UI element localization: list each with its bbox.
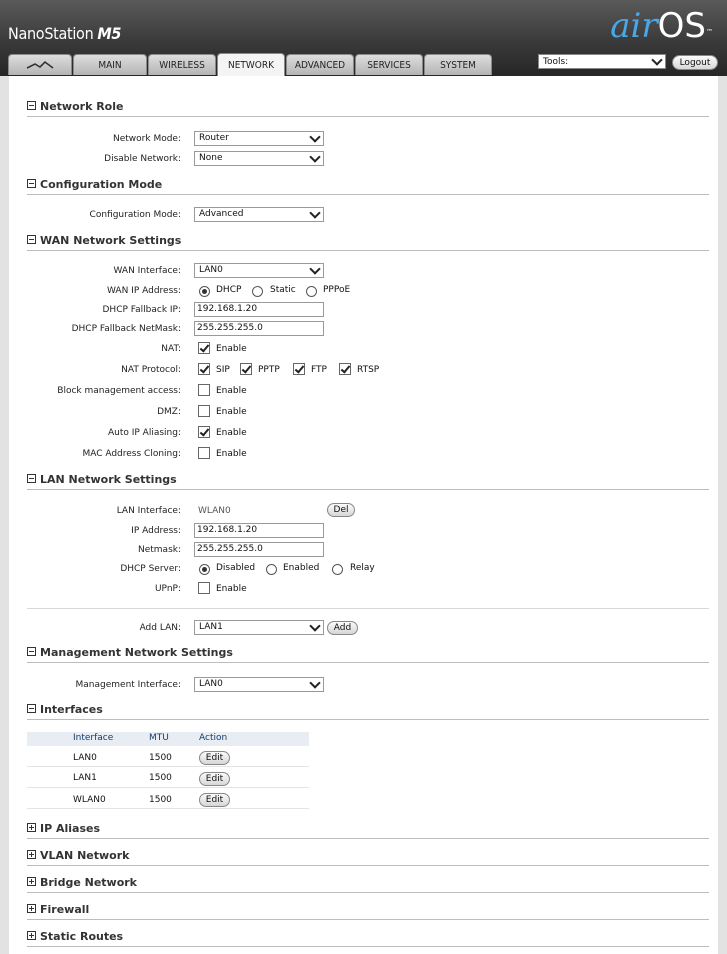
product-name (8, 24, 121, 43)
chevron-down-icon (309, 263, 320, 274)
tab-logo[interactable] (8, 54, 72, 75)
configuration-mode-label: Configuration Mode: (89, 210, 181, 220)
lan-ip-input[interactable]: 192.168.1.20 (194, 523, 324, 538)
tab-system-label: SYSTEM (440, 60, 476, 71)
tab-services-label: SERVICES (367, 60, 411, 71)
add-lan-select[interactable] (194, 620, 324, 635)
lan-netmask-input[interactable]: 255.255.255.0 (194, 542, 324, 557)
block-management-checkbox[interactable] (198, 384, 210, 396)
dhcp-enabled-label: Enabled (283, 563, 320, 573)
logo-tm: ™ (706, 28, 713, 36)
section-title: VLAN Network (40, 849, 130, 862)
management-interface-select[interactable] (194, 677, 324, 692)
header-bar (0, 0, 727, 76)
logout-button[interactable]: Logout (672, 55, 718, 70)
section-bridge-network[interactable] (27, 876, 709, 893)
minus-box-icon (27, 179, 36, 188)
minus-box-icon (27, 101, 36, 110)
row-divider (27, 787, 309, 788)
section-lan-network[interactable] (27, 473, 709, 490)
wan-interface-label: WAN Interface: (113, 266, 181, 276)
tools-label: Tools: (543, 57, 569, 67)
section-interfaces[interactable] (27, 703, 709, 720)
section-vlan-network[interactable] (27, 849, 709, 866)
wan-ip-pppoe-radio[interactable] (306, 286, 317, 297)
block-management-label: Block management access: (57, 386, 181, 396)
chevron-down-icon (309, 151, 320, 162)
auto-ip-aliasing-label: Auto IP Aliasing: (107, 428, 181, 438)
lan-ip-label: IP Address: (131, 526, 181, 536)
tab-main[interactable] (73, 54, 147, 75)
nat-protocol-label: NAT Protocol: (121, 365, 181, 375)
chevron-down-icon (309, 677, 320, 688)
tools-dropdown[interactable] (538, 54, 666, 69)
interface-mtu: 1500 (149, 753, 172, 763)
nat-label: NAT: (161, 344, 181, 354)
lan-interface-value: WLAN0 (198, 506, 231, 516)
add-lan-button[interactable]: Add (327, 621, 358, 635)
section-network-role[interactable] (27, 100, 709, 117)
wan-ip-dhcp-label: DHCP (216, 285, 242, 295)
interface-mtu: 1500 (149, 773, 172, 783)
content-panel (9, 76, 718, 954)
dhcp-server-label: DHCP Server: (120, 564, 181, 574)
interface-name: LAN0 (73, 753, 97, 763)
dhcp-relay-radio[interactable] (332, 564, 343, 575)
nat-ftp-label: FTP (311, 365, 327, 375)
chevron-down-icon (651, 54, 662, 65)
wan-interface-select[interactable] (194, 263, 324, 278)
wan-ip-pppoe-label: PPPoE (323, 285, 351, 295)
tab-advanced-label: ADVANCED (294, 60, 346, 71)
plus-box-icon (27, 850, 36, 859)
section-management-network[interactable] (27, 646, 709, 663)
page-frame (0, 76, 727, 954)
dhcp-enabled-radio[interactable] (266, 564, 277, 575)
nat-sip-label: SIP (216, 365, 230, 375)
logo-os: OS (657, 6, 706, 46)
plus-box-icon (27, 877, 36, 886)
nat-pptp-label: PPTP (258, 365, 280, 375)
section-configuration-mode[interactable] (27, 178, 709, 195)
dhcp-fallback-netmask-label: DHCP Fallback NetMask: (71, 324, 181, 334)
add-lan-value: LAN1 (199, 622, 223, 632)
dhcp-fallback-netmask-input[interactable]: 255.255.255.0 (194, 321, 324, 336)
auto-ip-aliasing-enable-label: Enable (216, 428, 247, 438)
dhcp-fallback-ip-label: DHCP Fallback IP: (102, 305, 181, 315)
upnp-label: UPnP: (154, 584, 181, 594)
plus-box-icon (27, 823, 36, 832)
management-interface-value: LAN0 (199, 679, 223, 689)
row-divider (27, 766, 309, 767)
dmz-label: DMZ: (157, 407, 181, 417)
section-title: Management Network Settings (40, 646, 233, 659)
nat-ftp-checkbox[interactable] (293, 363, 305, 375)
minus-box-icon (27, 235, 36, 244)
dhcp-fallback-ip-input[interactable]: 192.168.1.20 (194, 302, 324, 317)
disable-network-select[interactable] (194, 151, 324, 166)
section-firewall[interactable] (27, 903, 709, 920)
ubiquiti-logo-icon (25, 59, 55, 71)
chevron-down-icon (309, 131, 320, 142)
nat-checkbox[interactable] (198, 342, 210, 354)
dhcp-disabled-radio[interactable] (199, 564, 210, 575)
header-action: Action (199, 733, 228, 743)
tab-network[interactable] (217, 53, 285, 76)
section-title: Network Role (40, 100, 124, 113)
row-divider (27, 808, 309, 809)
configuration-mode-value: Advanced (199, 209, 244, 219)
section-title: IP Aliases (40, 822, 101, 835)
header-interface: Interface (73, 733, 114, 743)
auto-ip-aliasing-checkbox[interactable] (198, 426, 210, 438)
product-label: NanoStation (8, 24, 94, 43)
section-title: Static Routes (40, 930, 124, 943)
minus-box-icon (27, 704, 36, 713)
management-interface-label: Management Interface: (75, 680, 181, 690)
mac-cloning-checkbox[interactable] (198, 447, 210, 459)
section-title: Configuration Mode (40, 178, 163, 191)
edit-lan1-button[interactable]: Edit (199, 772, 230, 786)
disable-network-value: None (199, 153, 223, 163)
minus-box-icon (27, 647, 36, 656)
tab-main-label: MAIN (98, 60, 122, 71)
logo-air: air (610, 6, 658, 46)
tab-network-label: NETWORK (227, 60, 275, 71)
lan-netmask-label: Netmask: (137, 545, 181, 555)
plus-box-icon (27, 904, 36, 913)
dmz-enable-label: Enable (216, 407, 247, 417)
plus-box-icon (27, 931, 36, 940)
wan-ip-label: WAN IP Address: (107, 286, 181, 296)
nat-rtsp-checkbox[interactable] (339, 363, 351, 375)
header-mtu: MTU (149, 733, 169, 743)
del-button[interactable]: Del (327, 503, 355, 517)
chevron-down-icon (309, 207, 320, 218)
disable-network-label: Disable Network: (104, 154, 181, 164)
interface-mtu: 1500 (149, 795, 172, 805)
section-wan-network[interactable] (27, 234, 709, 251)
nat-enable-label: Enable (216, 344, 247, 354)
wan-ip-static-radio[interactable] (252, 286, 263, 297)
network-mode-value: Router (199, 133, 229, 143)
dmz-checkbox[interactable] (198, 405, 210, 417)
network-mode-select[interactable] (194, 131, 324, 146)
nat-sip-checkbox[interactable] (198, 363, 210, 375)
upnp-enable-label: Enable (216, 584, 247, 594)
add-lan-label: Add LAN: (139, 623, 181, 633)
section-static-routes[interactable] (27, 930, 709, 947)
chevron-down-icon (309, 620, 320, 631)
nat-rtsp-label: RTSP (357, 365, 380, 375)
block-management-enable-label: Enable (216, 386, 247, 396)
minus-box-icon (27, 474, 36, 483)
interface-name: LAN1 (73, 773, 97, 783)
wan-interface-value: LAN0 (199, 265, 223, 275)
interfaces-table-header (27, 732, 309, 746)
dhcp-relay-label: Relay (350, 563, 375, 573)
edit-lan0-button[interactable]: Edit (199, 751, 230, 765)
section-ip-aliases[interactable] (27, 822, 709, 839)
wan-ip-dhcp-radio[interactable] (199, 286, 210, 297)
tab-wireless[interactable] (148, 54, 216, 75)
divider (27, 608, 709, 609)
interface-name: WLAN0 (73, 795, 106, 805)
airos-logo (610, 6, 713, 46)
edit-wlan0-button[interactable]: Edit (199, 793, 230, 807)
mac-cloning-enable-label: Enable (216, 449, 247, 459)
upnp-checkbox[interactable] (198, 582, 210, 594)
network-mode-label: Network Mode: (113, 134, 181, 144)
tab-advanced[interactable] (286, 54, 354, 75)
section-title: WAN Network Settings (40, 234, 182, 247)
tab-wireless-label: WIRELESS (159, 60, 205, 71)
dhcp-disabled-label: Disabled (216, 563, 256, 573)
tab-services[interactable] (355, 54, 423, 75)
model-label: M5 (97, 24, 122, 43)
wan-ip-static-label: Static (270, 285, 296, 295)
nat-pptp-checkbox[interactable] (240, 363, 252, 375)
lan-interface-label: LAN Interface: (116, 506, 181, 516)
mac-cloning-label: MAC Address Cloning: (82, 449, 181, 459)
section-title: LAN Network Settings (40, 473, 177, 486)
section-title: Interfaces (40, 703, 103, 716)
tab-system[interactable] (424, 54, 492, 75)
configuration-mode-select[interactable] (194, 207, 324, 222)
section-title: Firewall (40, 903, 90, 916)
section-title: Bridge Network (40, 876, 138, 889)
